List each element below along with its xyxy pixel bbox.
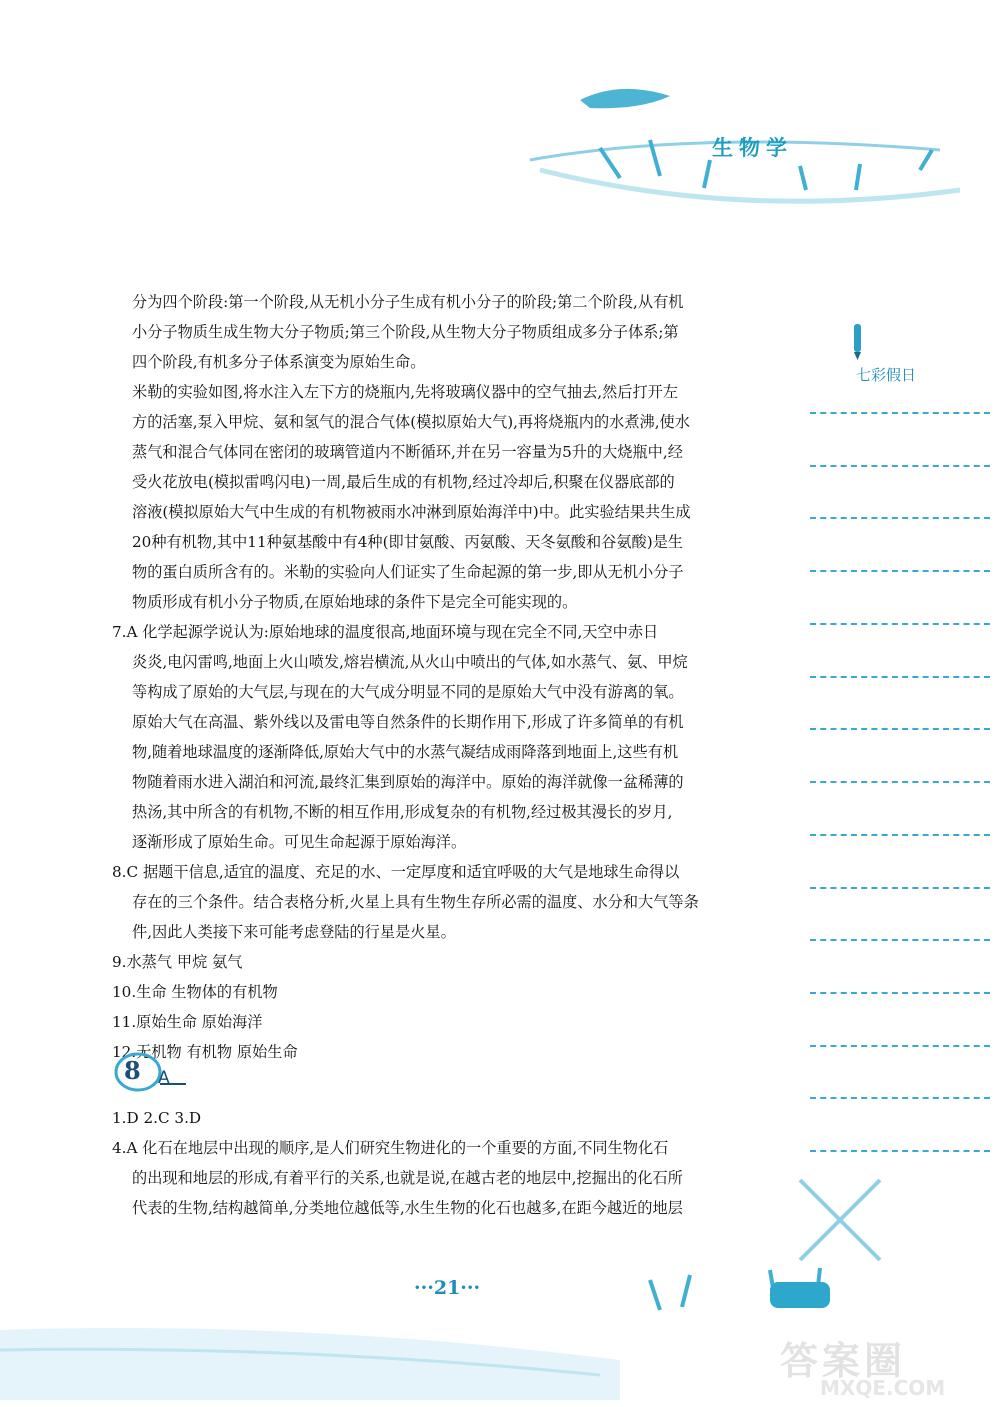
footer-figure-decoration: [630, 1170, 900, 1320]
text-line: 1.D 2.C 3.D: [112, 1109, 202, 1127]
text-line: 米勒的实验如图,将水注入左下方的烧瓶内,先将玻璃仪器中的空气抽去,然后打开左: [132, 383, 679, 401]
text-line: 7.A 化学起源学说认为:原始地球的温度很高,地面环境与现在完全不同,天空中赤日: [112, 623, 659, 641]
text-line: 炎炎,电闪雷鸣,地面上火山喷发,熔岩横流,从火山中喷出的气体,如水蒸气、氨、甲烷: [132, 653, 688, 671]
text-line: 等构成了原始的大气层,与现在的大气成分明显不同的是原始大气中没有游离的氧。: [132, 683, 684, 701]
text-line: 10.生命 生物体的有机物: [112, 983, 278, 1001]
text-line: 8.C 据题干信息,适宜的温度、充足的水、一定厚度和适宜呼吸的大气是地球生命得以: [112, 863, 680, 881]
text-line: 四个阶段,有机多分子体系演变为原始生命。: [132, 353, 426, 371]
text-line: 的出现和地层的形成,有着平行的关系,也就是说,在越古老的地层中,挖掘出的化石所: [132, 1169, 683, 1187]
text-line: 蒸气和混合气体同在密闭的玻璃管道内不断循环,并在另一容量为5升的大烧瓶中,经: [132, 443, 683, 461]
text-line: 12.无机物 有机物 原始生命: [112, 1043, 298, 1061]
text-line: 件,因此人类接下来可能考虑登陆的行星是火星。: [132, 923, 456, 941]
text-line: 20种有机物,其中11种氨基酸中有4种(即甘氨酸、丙氨酸、天冬氨酸和谷氨酸)是生: [132, 533, 683, 551]
text-line: 物质形成有机小分子物质,在原始地球的条件下是完全可能实现的。: [132, 593, 578, 611]
watermark-url: MXQE.COM: [820, 1376, 946, 1400]
text-line: 分为四个阶段:第一个阶段,从无机小分子生成有机小分子的阶段;第二个阶段,从有机: [132, 293, 684, 311]
text-line: 9.水蒸气 甲烷 氨气: [112, 953, 243, 971]
text-line: 11.原始生命 原始海洋: [112, 1013, 263, 1031]
page-number: ···21···: [414, 1277, 481, 1299]
section-number: 8: [124, 1056, 141, 1085]
text-line: 4.A 化石在地层中出现的顺序,是人们研究生物进化的一个重要的方面,不同生物化石: [112, 1139, 669, 1157]
text-line: 原始大气在高温、紫外线以及雷电等自然条件的长期作用下,形成了许多简单的有机: [132, 713, 684, 731]
text-line: 热汤,其中所含的有机物,不断的相互作用,形成复杂的有机物,经过极其漫长的岁月,: [132, 803, 673, 821]
text-line: 小分子物质生成生物大分子物质;第三个阶段,从生物大分子物质组成多分子体系;第: [132, 323, 679, 341]
text-line: 物随着雨水进入湖泊和河流,最终汇集到原始的海洋中。原始的海洋就像一盆稀薄的: [132, 773, 684, 791]
text-line: 受火花放电(模拟雷鸣闪电)一周,最后生成的有机物,经过冷却后,积聚在仪器底部的: [132, 473, 675, 491]
text-line: 物的蛋白质所含有的。米勒的实验向人们证实了生命起源的第一步,即从无机小分子: [132, 563, 684, 581]
watermark-logo: 答案圈: [780, 1339, 907, 1383]
text-line: 存在的三个条件。结合表格分析,火星上具有生物生存所必需的温度、水分和大气等条: [132, 893, 699, 911]
text-line: 溶液(模拟原始大气中生成的有机物被雨水冲淋到原始海洋中)中。此实验结果共生成: [132, 503, 691, 521]
section-sub: A: [158, 1068, 170, 1088]
text-line: 代表的生物,结构越简单,分类地位越低等,水生生物的化石也越多,在距今越近的地层: [132, 1199, 683, 1217]
text-line: 物,随着地球温度的逐渐降低,原始大气中的水蒸气凝结成雨降落到地面上,这些有机: [132, 743, 679, 761]
section-badge: [110, 1050, 186, 1094]
sidebar-label: 七彩假日: [856, 366, 917, 384]
text-line: 方的活塞,泵入甲烷、氨和氢气的混合气体(模拟原始大气),再将烧瓶内的水煮沸,使水: [132, 413, 690, 431]
subject-title: 生物学: [712, 136, 793, 160]
text-line: 逐渐形成了原始生命。可见生命起源于原始海洋。: [132, 833, 467, 851]
badge-ring-icon: [110, 1050, 186, 1094]
